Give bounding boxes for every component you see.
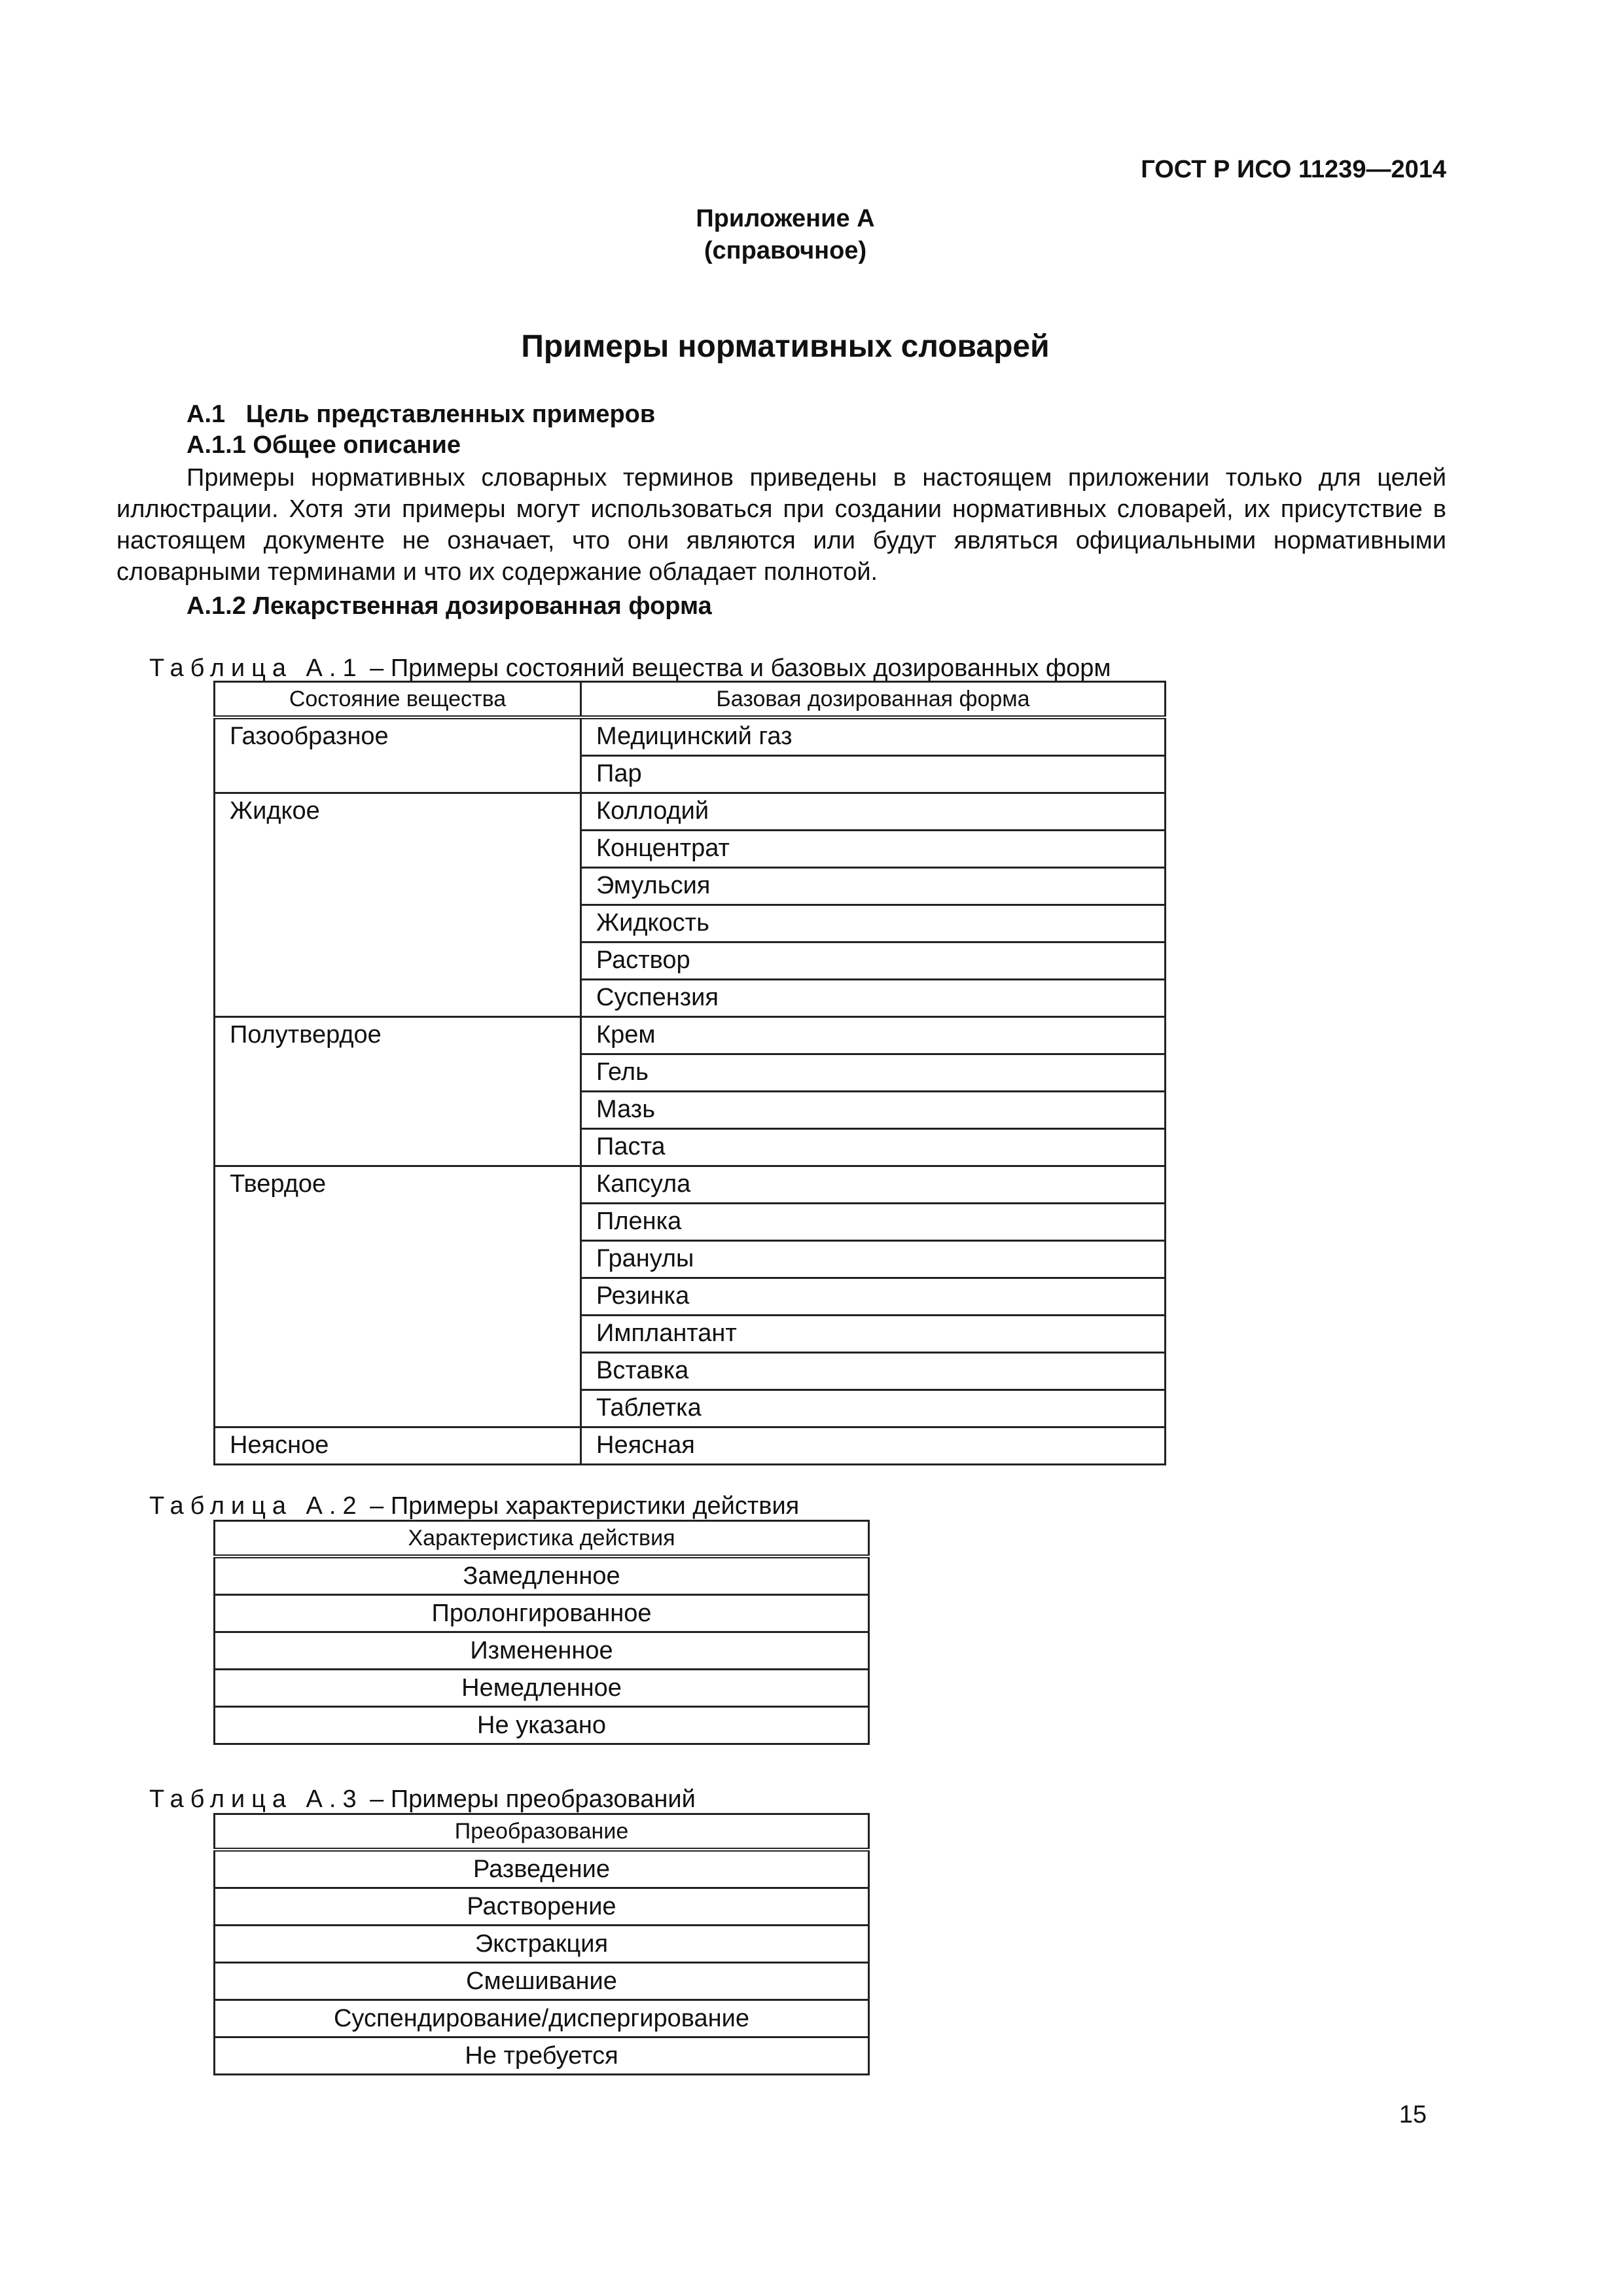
dosage-form-cell: Неясная	[581, 1427, 1166, 1465]
body-paragraph	[116, 462, 1446, 588]
dosage-form-cell: Коллодий	[581, 793, 1166, 831]
dosage-form-cell: Жидкость	[581, 905, 1166, 942]
dosage-form-cell: Концентрат	[581, 831, 1166, 868]
transformation-cell: Смешивание	[215, 1963, 869, 2000]
table-row	[215, 2037, 869, 2075]
dosage-form-cell: Гранулы	[581, 1241, 1166, 1278]
dosage-form-cell: Эмульсия	[581, 868, 1166, 905]
table-row	[215, 1017, 1166, 1054]
dosage-form-cell: Крем	[581, 1017, 1166, 1054]
table-row	[215, 1166, 1166, 1204]
table2-caption	[149, 1492, 799, 1520]
document-code: ГОСТ Р ИСО 11239—2014	[1141, 156, 1446, 183]
table1-header-row	[215, 682, 1166, 718]
paragraph-text: Примеры нормативных словарных терминов приведены в настоящем приложении только для целей иллюстрации. Хотя эти примеры могут использоваться при создании нормативных словарей, их присутствие в настоящем документе не означает, что они являются или будут являться официальными нормативными словарными терминами и что их содержание обладает полнотой.	[116, 464, 1446, 586]
annex-subtitle: (справочное)	[704, 237, 867, 265]
state-cell: Газообразное	[215, 717, 581, 793]
transformation-cell: Не требуется	[215, 2037, 869, 2075]
table3-header-row	[215, 1814, 869, 1850]
section-heading-a11: А.1.1 Общее описание	[187, 431, 461, 459]
annex-heading	[0, 203, 1571, 268]
page-number: 15	[1399, 2101, 1427, 2128]
table-row	[215, 1707, 869, 1744]
table1-caption	[149, 655, 1111, 683]
dosage-form-cell: Мазь	[581, 1092, 1166, 1129]
table1-caption-text: – Примеры состояний вещества и базовых дозированных форм	[363, 655, 1111, 682]
dosage-form-cell: Суспензия	[581, 980, 1166, 1017]
table2	[213, 1520, 870, 1745]
table-row	[215, 793, 1166, 831]
page-title: Примеры нормативных словарей	[521, 329, 1050, 364]
table3-header-cell: Преобразование	[215, 1814, 869, 1850]
table-row	[215, 1926, 869, 1963]
release-characteristic-cell: Замедленное	[215, 1556, 869, 1595]
transformation-cell: Растворение	[215, 1888, 869, 1926]
table2-header-row	[215, 1521, 869, 1557]
dosage-form-cell: Гель	[581, 1054, 1166, 1092]
dosage-form-cell: Пленка	[581, 1204, 1166, 1241]
table-row	[215, 1556, 869, 1595]
table1	[213, 681, 1166, 1465]
table-row	[215, 1632, 869, 1670]
section-heading-a12: А.1.2 Лекарственная дозированная форма	[187, 592, 712, 620]
table2-header-cell: Характеристика действия	[215, 1521, 869, 1557]
release-characteristic-cell: Измененное	[215, 1632, 869, 1670]
dosage-form-cell: Раствор	[581, 942, 1166, 980]
table1-caption-label: Таблица А.1	[149, 655, 363, 682]
table3-body	[215, 1850, 869, 2075]
release-characteristic-cell: Не указано	[215, 1707, 869, 1744]
annex-title: Приложение А	[696, 205, 875, 232]
table3-caption-label: Таблица А.3	[149, 1785, 363, 1813]
table3	[213, 1813, 870, 2075]
table1-header-cell: Базовая дозированная форма	[581, 682, 1166, 718]
table-row	[215, 1595, 869, 1632]
table1-header-cell: Состояние вещества	[215, 682, 581, 718]
dosage-form-cell: Медицинский газ	[581, 717, 1166, 756]
transformation-cell: Разведение	[215, 1850, 869, 1888]
state-cell: Полутвердое	[215, 1017, 581, 1166]
release-characteristic-cell: Немедленное	[215, 1670, 869, 1707]
table1-body	[215, 717, 1166, 1465]
dosage-form-cell: Капсула	[581, 1166, 1166, 1204]
table-row	[215, 1850, 869, 1888]
table-row	[215, 1427, 1166, 1465]
state-cell: Твердое	[215, 1166, 581, 1427]
dosage-form-cell: Паста	[581, 1129, 1166, 1166]
table3-caption-text: – Примеры преобразований	[363, 1785, 696, 1813]
dosage-form-cell: Таблетка	[581, 1390, 1166, 1427]
table-row	[215, 1670, 869, 1707]
table2-body	[215, 1556, 869, 1744]
dosage-form-cell: Резинка	[581, 1278, 1166, 1316]
dosage-form-cell: Вставка	[581, 1353, 1166, 1390]
transformation-cell: Суспендирование/диспергирование	[215, 2000, 869, 2037]
release-characteristic-cell: Пролонгированное	[215, 1595, 869, 1632]
transformation-cell: Экстракция	[215, 1926, 869, 1963]
dosage-form-cell: Пар	[581, 756, 1166, 793]
table-row	[215, 1888, 869, 1926]
table2-caption-text: – Примеры характеристики действия	[363, 1492, 800, 1520]
table-row	[215, 1963, 869, 2000]
table3-caption	[149, 1785, 696, 1814]
table-row	[215, 717, 1166, 756]
table-row	[215, 2000, 869, 2037]
section-heading-a1: А.1 Цель представленных примеров	[187, 401, 656, 428]
table2-caption-label: Таблица А.2	[149, 1492, 363, 1520]
state-cell: Жидкое	[215, 793, 581, 1017]
dosage-form-cell: Имплантант	[581, 1316, 1166, 1353]
state-cell: Неясное	[215, 1427, 581, 1465]
